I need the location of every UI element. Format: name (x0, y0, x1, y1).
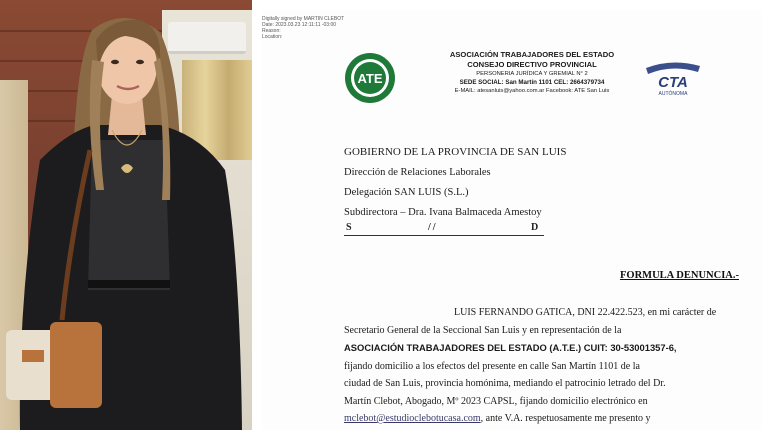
digital-signature-note (262, 16, 392, 40)
body-line: Secretario General de la Seccional San Luis y en representación de la (344, 324, 622, 336)
ate-logo (344, 52, 396, 104)
header-sede: SEDE SOCIAL: San Martín 1101 CEL: 2664379734 (459, 79, 605, 86)
formula-denuncia-title: FORMULA DENUNCIA.- (620, 270, 739, 281)
address-direction: Dirección de Relaciones Laborales (344, 167, 491, 178)
body-line: fijando domicilio a los efectos del presente en calle San Martín 1101 de la (344, 360, 640, 372)
ate-logo-text: ATE (357, 71, 383, 86)
body-line (344, 410, 752, 428)
header-personeria: PERSONERIA JURÍDICA Y GREMIAL N° 2 (476, 71, 588, 77)
union-header (422, 50, 642, 95)
reference-line (344, 222, 544, 236)
body-line-rest: , ante V.A. respetuosamente me presento y (480, 413, 651, 424)
woman-portrait-photo (0, 0, 252, 430)
signature-date: Date: 2023.03.23 12:11:11 -03:00 (262, 22, 337, 28)
denuncia-body (344, 304, 752, 428)
body-line-bold: ASOCIACIÓN TRABAJADORES DEL ESTADO (A.T.E.) CUIT: 30-53001357-6, (344, 342, 677, 353)
email-link[interactable]: mclebot@estudioclebotucasa.com (344, 413, 481, 424)
denuncia-document (262, 10, 762, 430)
cta-logo-text: CTA (658, 74, 688, 91)
signature-location: Location: (262, 34, 283, 40)
body-line: LUIS FERNANDO GATICA, DNI 22.422.523, en mi carácter de (454, 307, 717, 318)
body-line: Martín Clebot, Abogado, Mº 2023 CAPSL, fijando domicilio electrónico en (344, 395, 648, 407)
body-line (344, 339, 752, 358)
reference-s: S (346, 222, 352, 233)
address-subdirector: Subdirectora – Dra. Ivana Balmaceda Amestoy (344, 207, 542, 218)
reference-slash: // (428, 222, 438, 233)
address-delegation: Delegación SAN LUIS (S.L.) (344, 187, 469, 198)
header-org-name: ASOCIACIÓN TRABAJADORES DEL ESTADO (449, 50, 615, 59)
woman-figure (0, 0, 252, 430)
cta-logo (642, 58, 704, 98)
cta-logo-sub: AUTÓNOMA (658, 91, 688, 97)
address-government: GOBIERNO DE LA PROVINCIA DE SAN LUIS (344, 146, 567, 158)
signature-reason: Reason: (262, 28, 281, 34)
body-line: ciudad de San Luis, provincia homónima, mediando el patrocinio letrado del Dr. (344, 378, 666, 389)
header-contact: E-MAIL: atesanluis@yahoo.com.ar Facebook: ATE San Luis (454, 88, 610, 94)
reference-d: D (531, 222, 539, 233)
header-council: CONSEJO DIRECTIVO PROVINCIAL (467, 60, 597, 69)
signature-line: Digitally signed by MARTIN CLEBOT (262, 16, 345, 22)
